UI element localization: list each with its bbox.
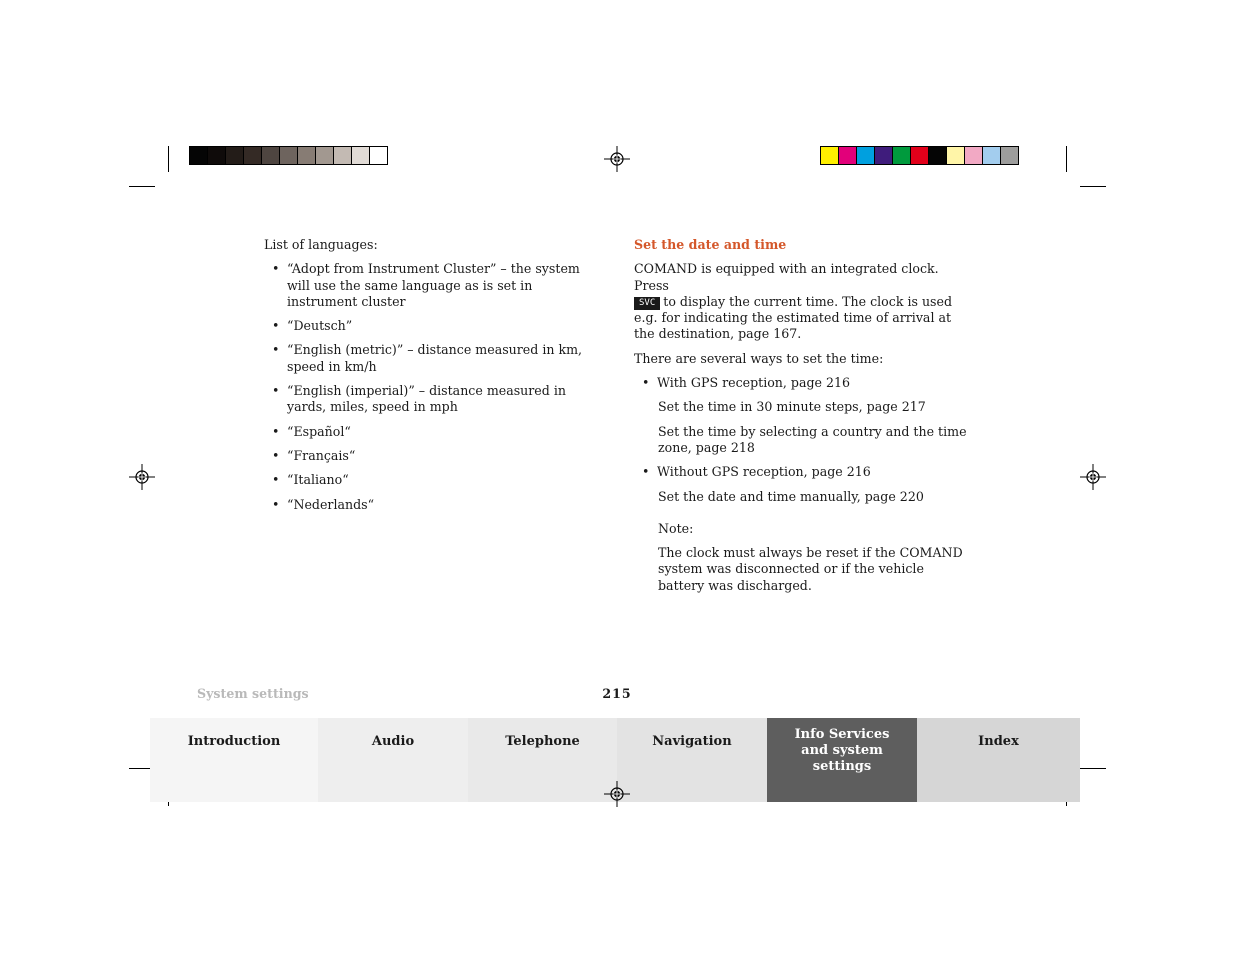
color-swatch [189, 146, 208, 165]
language-list-section [264, 237, 604, 521]
color-swatch [910, 146, 929, 165]
color-swatch [333, 146, 352, 165]
color-swatch [261, 146, 280, 165]
crop-mark [1066, 146, 1067, 172]
list-item [634, 375, 974, 391]
crop-mark [1080, 768, 1106, 769]
with-gps-sub2: Set the time by selecting a country and the time zone, page 218 [658, 423, 967, 455]
cmyk-color-bar [820, 146, 1019, 165]
color-swatch [982, 146, 1001, 165]
section-heading: Set the date and time [634, 237, 787, 252]
tab-navigation[interactable]: Navigation [617, 718, 767, 802]
time-setting-options [634, 464, 974, 480]
page-number: 215 [602, 686, 632, 701]
list-item [634, 464, 974, 480]
color-swatch [1000, 146, 1019, 165]
tab-index[interactable]: Index [917, 718, 1080, 802]
color-swatch [297, 146, 316, 165]
color-swatch [315, 146, 334, 165]
registration-mark-icon [129, 464, 155, 490]
without-gps-link: Without GPS reception, page 216 [657, 464, 871, 480]
color-swatch [874, 146, 893, 165]
time-setting-options [634, 375, 974, 391]
color-swatch [964, 146, 983, 165]
tab-info-services[interactable]: Info Services and system settings [767, 718, 917, 802]
color-swatch [892, 146, 911, 165]
with-gps-link: With GPS reception, page 216 [657, 375, 851, 391]
crop-mark [168, 146, 169, 172]
registration-mark-icon [1080, 464, 1106, 490]
tab-introduction[interactable]: Introduction [150, 718, 318, 802]
crop-mark [1080, 186, 1106, 187]
crop-mark [129, 186, 155, 187]
ways-intro: There are several ways to set the time: [634, 350, 884, 366]
tab-audio[interactable]: Audio [318, 718, 468, 802]
language-list-intro: List of languages: [264, 237, 378, 252]
list-item: • “Italiano“ [264, 472, 604, 488]
list-item: • “Adopt from Instrument Cluster” – the system will use the same language as is set in instrument cluster [264, 261, 604, 310]
list-item: • “English (metric)” – distance measured in km, speed in km/h [264, 342, 604, 375]
grayscale-color-bar [189, 146, 388, 165]
color-swatch [928, 146, 947, 165]
section-label: System settings [197, 686, 309, 701]
registration-mark-icon [604, 781, 630, 807]
date-time-section [634, 237, 974, 594]
clock-intro-part2: to display the current time. The clock is used e.g. for indicating the estimated time of arrival at the destination, page 167. [634, 293, 953, 342]
list-item: • “English (imperial)” – distance measured in yards, miles, speed in mph [264, 383, 604, 416]
note-label: Note: [658, 520, 694, 536]
list-item: • “Español“ [264, 424, 604, 440]
color-swatch [207, 146, 226, 165]
tab-telephone[interactable]: Telephone [468, 718, 617, 802]
language-list [264, 261, 604, 513]
color-swatch [838, 146, 857, 165]
registration-mark-icon [604, 146, 630, 172]
color-swatch [351, 146, 370, 165]
color-swatch [225, 146, 244, 165]
color-swatch [820, 146, 839, 165]
with-gps-sub1: Set the time in 30 minute steps, page 217 [658, 399, 926, 415]
color-swatch [856, 146, 875, 165]
color-swatch [279, 146, 298, 165]
list-item: • “Nederlands“ [264, 497, 604, 513]
color-swatch [243, 146, 262, 165]
clock-intro [634, 261, 974, 342]
clock-intro-part1: COMAND is equipped with an integrated clock. Press [634, 261, 939, 293]
list-item: • “Deutsch” [264, 318, 604, 334]
svc-key-icon: SVC [634, 297, 660, 310]
color-swatch [946, 146, 965, 165]
note-text: The clock must always be reset if the COMAND system was disconnected or if the vehicle battery was discharged. [658, 545, 963, 593]
color-swatch [369, 146, 388, 165]
without-gps-sub1: Set the date and time manually, page 220 [658, 488, 924, 504]
list-item: • “Français“ [264, 448, 604, 464]
